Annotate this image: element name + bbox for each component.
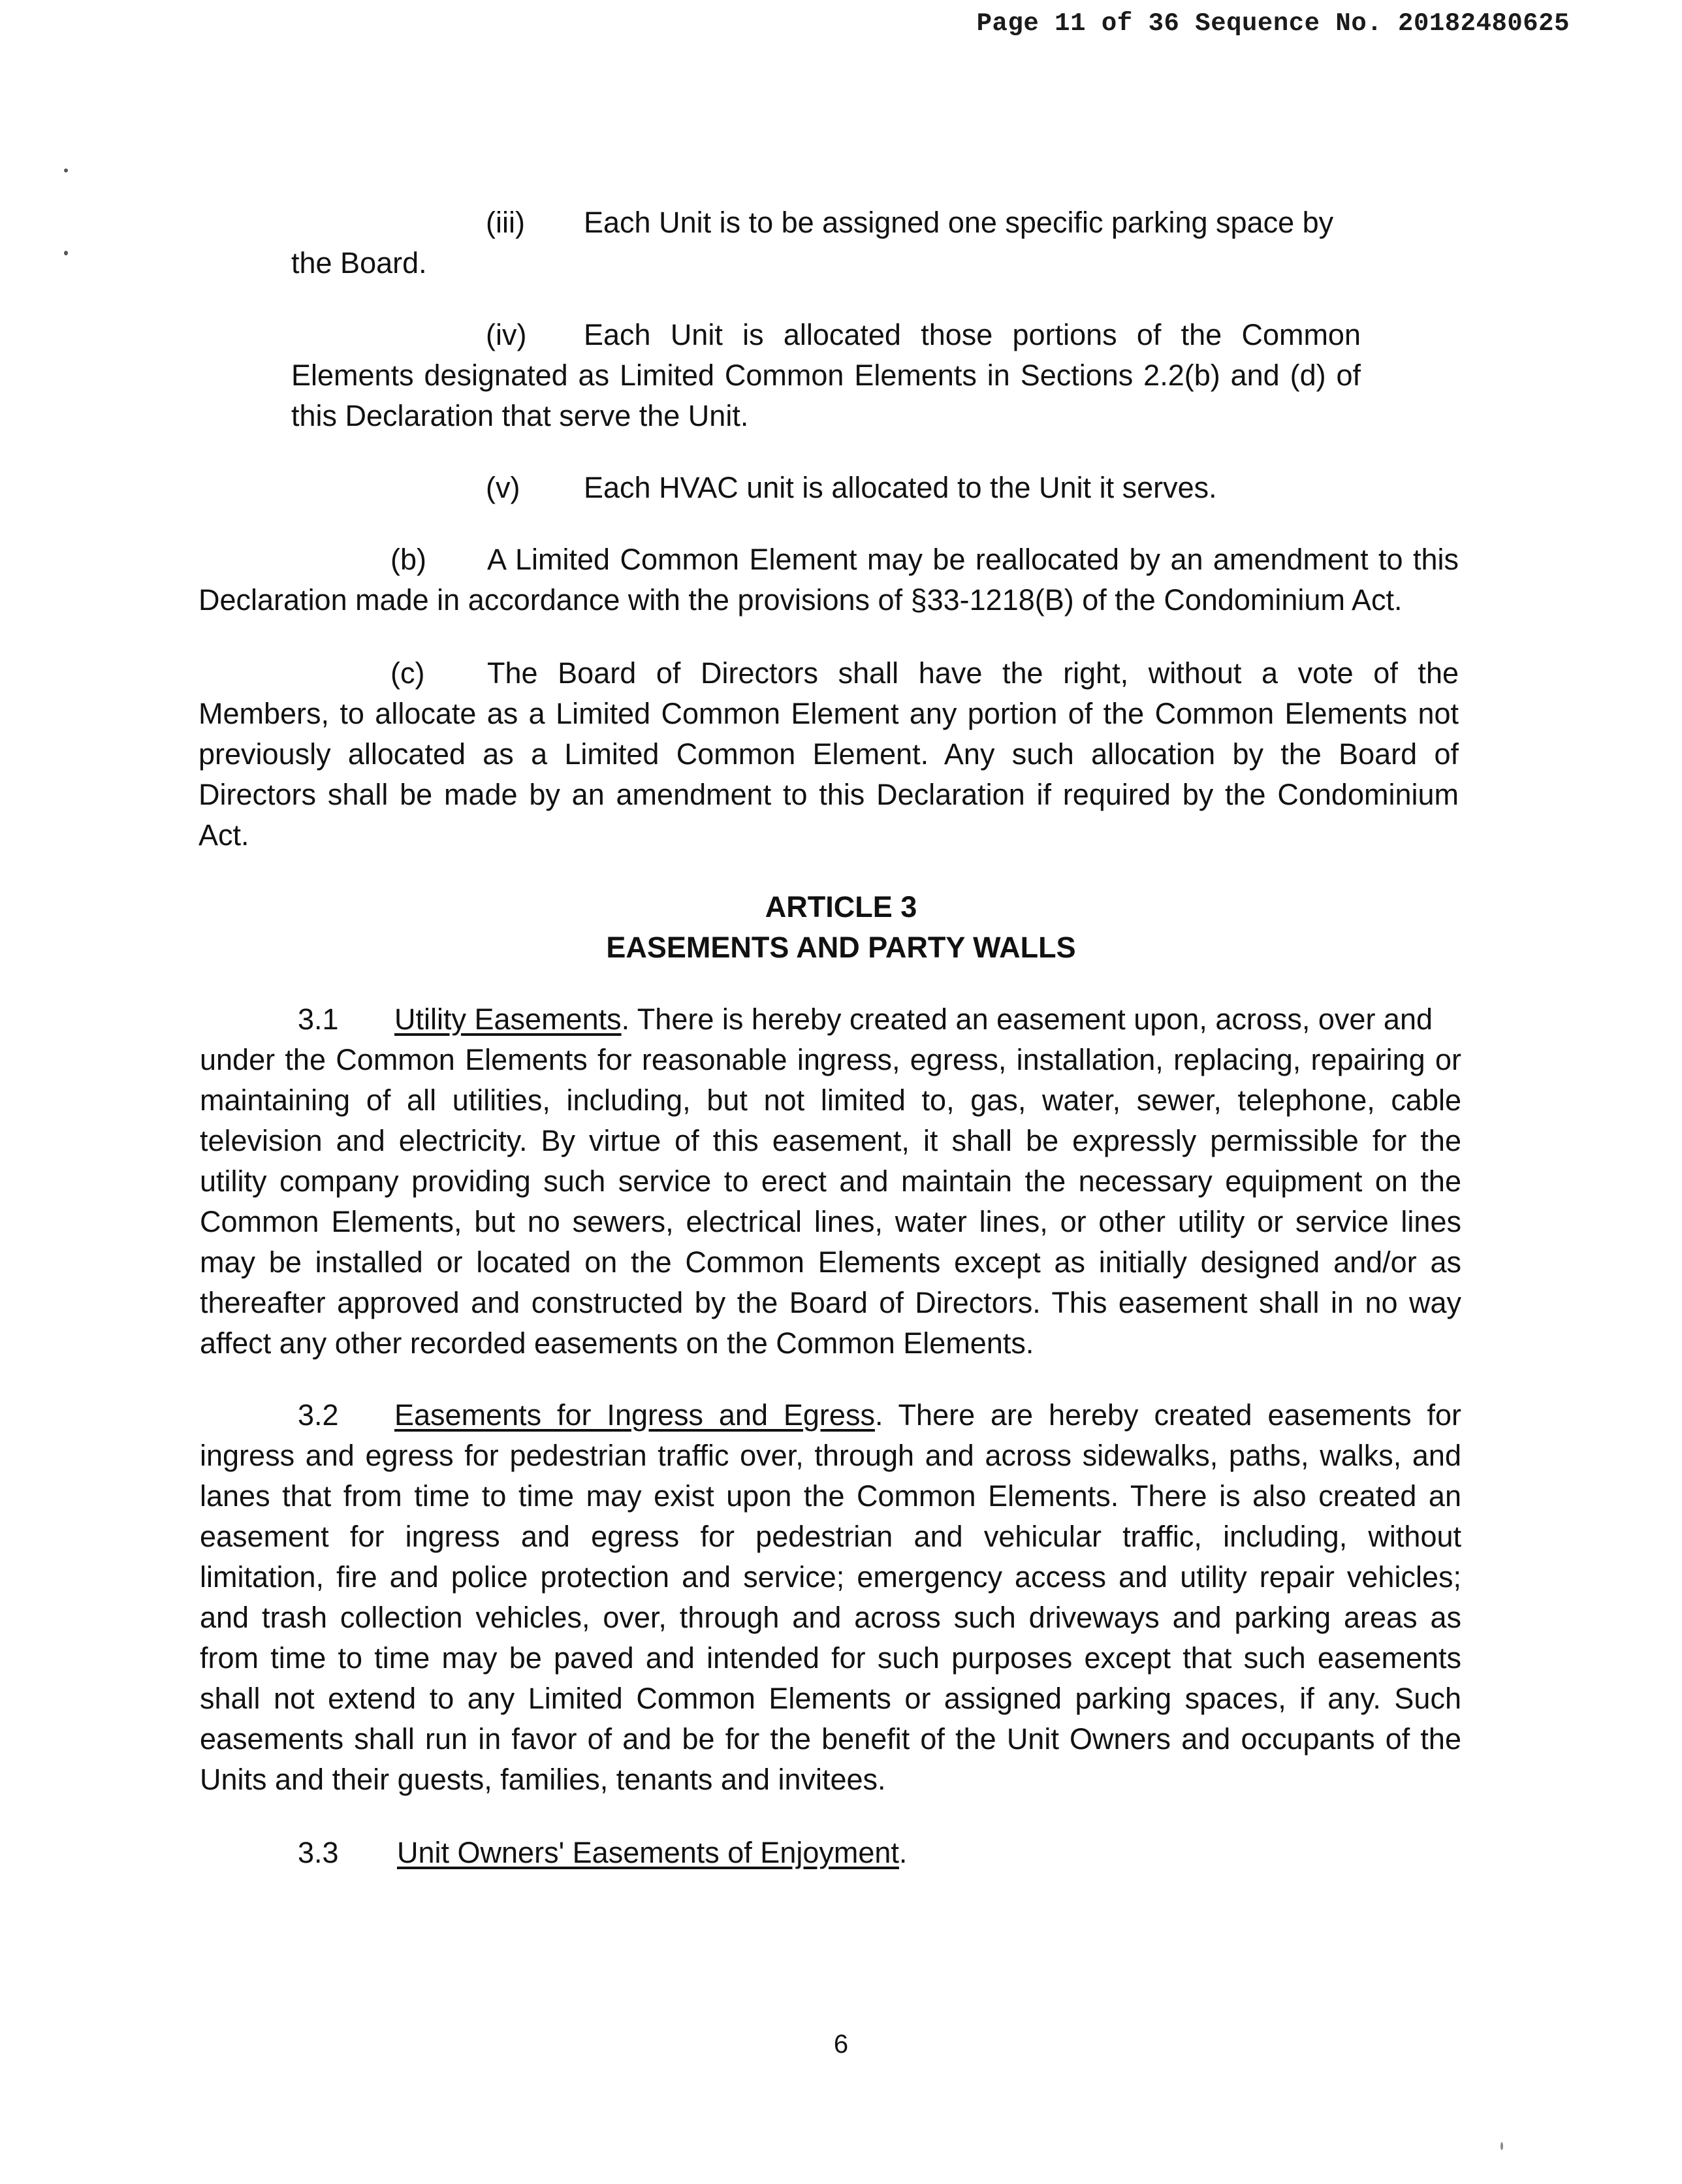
section-3-2-last-line: Units and their guests, families, tenants and invitees. — [200, 1763, 886, 1796]
section-3-1-last-line: affect any other recorded easements on the Common Elements. — [200, 1326, 1034, 1360]
section-3-2-line: limitation, fire and police protection and service; emergency access and utility repair vehicles; — [200, 1560, 1461, 1594]
clause-c-line-4: Directors shall be made by an amendment to this Declaration if required by the Condominium — [198, 778, 1459, 811]
section-3-1-title: Utility Easements — [394, 1003, 622, 1036]
section-3-1-line: under the Common Elements for reasonable ingress, egress, installation, replacing, repairing or — [200, 1043, 1461, 1076]
clause-iii-line-2: the Board. — [291, 246, 427, 280]
section-3-3-end: . — [898, 1836, 908, 1869]
section-3-1-number: 3.1 — [298, 1003, 339, 1036]
clause-c-line-3: previously allocated as a Limited Common Element. Any such allocation by the Board of — [198, 737, 1459, 771]
clause-c-line-1: The Board of Directors shall have the right, without a vote of the — [487, 656, 1459, 690]
clause-iv-line-2: Elements designated as Limited Common Elements in Sections 2.2(b) and (d) of — [291, 359, 1361, 392]
clause-iv-line-1: Each Unit is allocated those portions of the Common — [584, 318, 1361, 351]
section-3-1-first-line — [394, 999, 1433, 1040]
page-header: Page 11 of 36 Sequence No. 20182480625 — [976, 9, 1570, 38]
clause-b-line-2: Declaration made in accordance with the provisions of §33-1218(B) of the Condominium Act. — [198, 583, 1403, 617]
section-3-2-first-text: . There are hereby created easements for — [874, 1398, 1461, 1432]
section-3-1-line: television and electricity. By virtue of this easement, it shall be expressly permissible for the — [200, 1124, 1461, 1157]
clause-iii-line-1: Each Unit is to be assigned one specific parking space by — [584, 206, 1334, 239]
section-3-1-line: Common Elements, but no sewers, electrical lines, water lines, or other utility or service lines — [200, 1205, 1461, 1238]
section-3-1-line: thereafter approved and constructed by the Board of Directors. This easement shall in no way — [200, 1286, 1461, 1319]
clause-c-line-5: Act. — [198, 818, 249, 852]
section-3-2-line: easement for ingress and egress for pedestrian and vehicular traffic, including, without — [200, 1520, 1461, 1553]
section-3-2-first-line — [394, 1395, 1461, 1436]
section-3-2-line: ingress and egress for pedestrian traffic over, through and across sidewalks, paths, walks, and — [200, 1439, 1461, 1472]
section-3-1-line: maintaining of all utilities, including, but not limited to, gas, water, sewer, telephone, cable — [200, 1084, 1461, 1117]
section-3-3-heading — [397, 1833, 907, 1873]
clause-c-line-2: Members, to allocate as a Limited Common Element any portion of the Common Elements not — [198, 697, 1459, 730]
article-title: EASEMENTS AND PARTY WALLS — [606, 931, 1076, 964]
clause-label-v: (v) — [486, 471, 520, 504]
scan-speck — [64, 251, 68, 255]
section-3-2-line: lanes that from time to time may exist upon the Common Elements. There is also created an — [200, 1479, 1461, 1513]
clause-iv-line-3: this Declaration that serve the Unit. — [291, 399, 749, 432]
page-number: 6 — [833, 2030, 849, 2059]
section-3-1-first-text: . There is hereby created an easement upon, across, over and — [621, 1003, 1433, 1036]
section-3-3-title: Unit Owners' Easements of Enjoyment — [397, 1836, 899, 1869]
clause-label-c: (c) — [390, 656, 425, 690]
section-3-2-line: easements shall run in favor of and be for the benefit of the Unit Owners and occupants of the — [200, 1722, 1461, 1756]
section-3-1-line: may be installed or located on the Common Elements except as initially designed and/or as — [200, 1245, 1461, 1279]
clause-b-line-1: A Limited Common Element may be reallocated by an amendment to this — [487, 543, 1459, 576]
section-3-3-number: 3.3 — [298, 1836, 339, 1869]
article-number: ARTICLE 3 — [765, 890, 917, 923]
section-3-2-line: and trash collection vehicles, over, through and across such driveways and parking areas as — [200, 1601, 1461, 1634]
scan-speck — [64, 169, 68, 172]
clause-v-line-1: Each HVAC unit is allocated to the Unit it serves. — [584, 471, 1217, 504]
section-3-2-title: Easements for Ingress and Egress — [394, 1398, 875, 1432]
section-3-2-line: from time to time may be paved and intended for such purposes except that such easements — [200, 1641, 1461, 1675]
section-3-2-line: shall not extend to any Limited Common Elements or assigned parking spaces, if any. Such — [200, 1682, 1461, 1715]
scan-speck — [1500, 2142, 1503, 2150]
section-3-1-line: utility company providing such service to erect and maintain the necessary equipment on the — [200, 1164, 1461, 1198]
clause-label-iv: (iv) — [486, 318, 527, 351]
clause-label-iii: (iii) — [486, 206, 525, 239]
section-3-2-number: 3.2 — [298, 1398, 339, 1432]
clause-label-b: (b) — [390, 543, 426, 576]
